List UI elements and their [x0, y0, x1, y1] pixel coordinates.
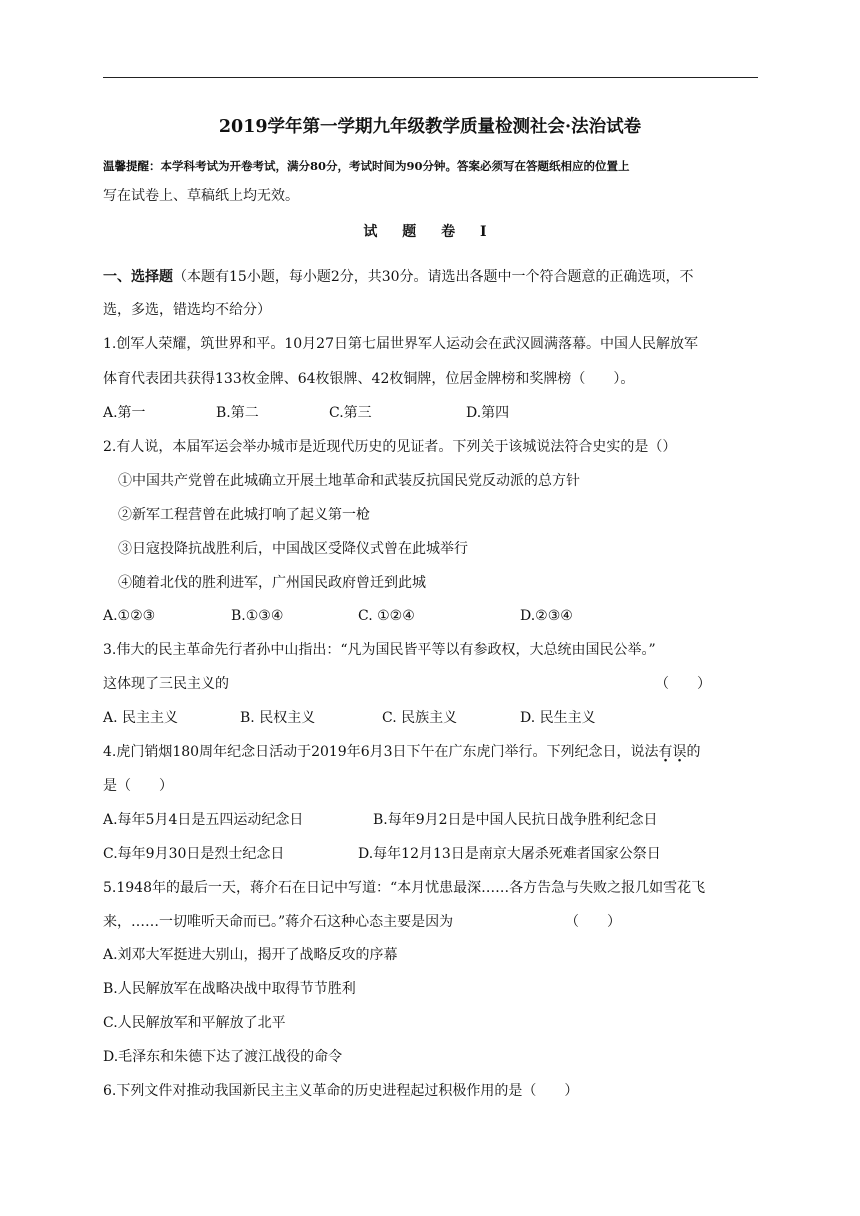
- q4-line-1-text: 4.虎门销烟180周年纪念日活动于2019年6月3日下午在广东虎门举行。下列纪念日，说法: [103, 744, 659, 760]
- q2-item-4: ④随着北伐的胜利进军，广州国民政府曾迁到此城: [118, 575, 426, 591]
- q3-option-d: D. 民生主义: [520, 710, 596, 726]
- part1-desc-2: 选，多选，错选均不给分）: [103, 302, 271, 318]
- q1-option-b: B.第二: [216, 405, 259, 421]
- q2-option-b: B.①③④: [231, 608, 284, 624]
- tip-text-1: 本学科考试为开卷考试，满分80分，考试时间为90分钟。答案必须写在答题纸相应的位置上: [160, 159, 630, 173]
- q2-item-3: ③日寇投降抗战胜利后，中国战区受降仪式曾在此城举行: [118, 541, 468, 557]
- q5-answer-bracket: （ ）: [565, 914, 621, 930]
- q4-option-b: B.每年9月2日是中国人民抗日战争胜利纪念日: [373, 812, 658, 828]
- q2-line-1: 2.有人说，本届军运会举办城市是近现代历史的见证者。下列关于该城说法符合史实的是（）: [103, 439, 677, 455]
- q4-line-2: 是（ ）: [103, 778, 173, 794]
- q2-option-d: D.②③④: [520, 608, 573, 624]
- q1-option-d: D.第四: [466, 405, 510, 421]
- q1-option-c: C.第三: [329, 405, 372, 421]
- part1-line-1: [103, 267, 694, 287]
- tip-line-1: [103, 156, 630, 176]
- q4-emphasis-2: 误: [672, 744, 687, 760]
- q5-option-d: D.毛泽东和朱德下达了渡江战役的命令: [103, 1049, 343, 1065]
- q4-option-c: C.每年9月30日是烈士纪念日: [103, 846, 285, 862]
- tip-text-2: 写在试卷上、草稿纸上均无效。: [103, 188, 299, 204]
- section-title: 试 题 卷 Ⅰ: [363, 224, 497, 240]
- q4-emphasis-1: 有: [658, 744, 673, 760]
- part1-heading: 一、选择题: [103, 269, 173, 285]
- q5-option-c: C.人民解放军和平解放了北平: [103, 1015, 286, 1031]
- part1-desc-1: （本题有15小题，每小题2分，共30分。请选出各题中一个符合题意的正确选项，不: [173, 269, 694, 285]
- q1-line-1: 1.创军人荣耀，筑世界和平。10月27日第七届世界军人运动会在武汉圆满落幕。中国人民解放军: [103, 336, 698, 352]
- q4-option-d: D.每年12月13日是南京大屠杀死难者国家公祭日: [358, 846, 661, 862]
- q5-option-a: A.刘邓大军挺进大别山，揭开了战略反攻的序幕: [103, 947, 398, 963]
- q1-line-2: 体育代表团共获得133枚金牌、64枚银牌、42枚铜牌，位居金牌榜和奖牌榜（ ）。: [103, 371, 635, 387]
- q5-line-1: 5.1948年的最后一天，蒋介石在日记中写道：“本月忧患最深……各方告急与失败之报几如雪花飞: [103, 880, 706, 896]
- q2-item-1: ①中国共产党曾在此城确立开展土地革命和武装反抗国民党反动派的总方针: [118, 473, 580, 489]
- q2-item-2: ②新军工程营曾在此城打响了起义第一枪: [118, 507, 370, 523]
- q3-answer-bracket: （ ）: [655, 676, 711, 692]
- page-title: 2019学年第一学期九年级教学质量检测社会·法治试卷: [218, 117, 642, 137]
- q3-option-c: C. 民族主义: [382, 710, 458, 726]
- q3-option-a: A. 民主主义: [103, 710, 179, 726]
- header-rule: [103, 77, 758, 78]
- tip-label: 温馨提醒：: [103, 159, 161, 173]
- q1-option-a: A.第一: [103, 405, 146, 421]
- q6-line-1: 6.下列文件对推动我国新民主主义革命的历史进程起过积极作用的是（ ）: [103, 1083, 579, 1099]
- q4-option-a: A.每年5月4日是五四运动纪念日: [103, 812, 304, 828]
- q5-option-b: B.人民解放军在战略决战中取得节节胜利: [103, 981, 356, 997]
- q2-option-c: C. ①②④: [358, 608, 415, 624]
- q4-line-1-end: 的: [686, 744, 701, 760]
- q4-line-1: [103, 742, 701, 762]
- q2-option-a: A.①②③: [103, 608, 156, 624]
- q5-line-2: 来，……一切唯听天命而已。”蒋介石这种心态主要是因为: [103, 914, 454, 930]
- q3-line-2: 这体现了三民主义的: [103, 676, 229, 692]
- q3-line-1: 3.伟大的民主革命先行者孙中山指出：“凡为国民皆平等以有参政权，大总统由国民公举。”: [103, 642, 656, 658]
- q3-option-b: B. 民权主义: [240, 710, 316, 726]
